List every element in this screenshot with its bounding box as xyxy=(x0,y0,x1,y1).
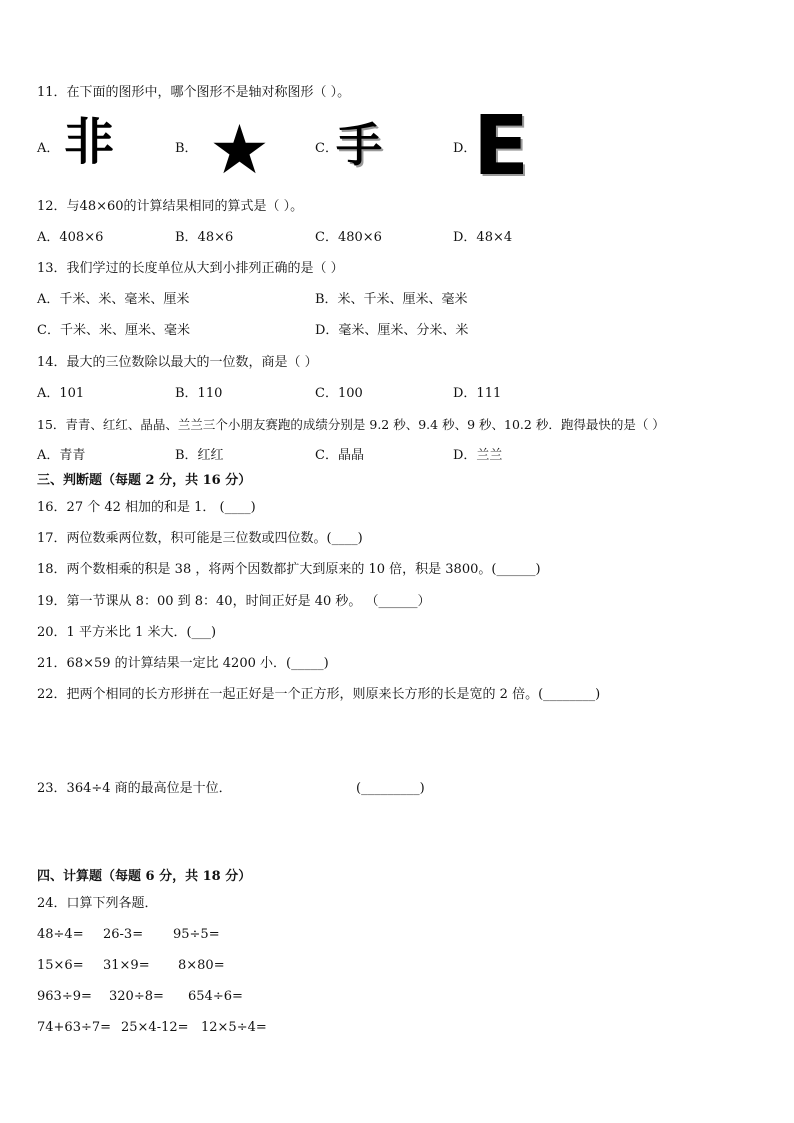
q11-stem: 11．在下面的图形中，哪个图形不是轴对称图形（ ）。 xyxy=(37,85,351,100)
section-calc-heading: 四、计算题（每题 6 分，共 18 分） xyxy=(37,869,252,884)
judge-item-20: 20．1 平方米比 1 米大．(___) xyxy=(37,625,217,640)
judge-item-23-blank: (_________) xyxy=(356,781,425,796)
q11-figure-b-star-icon: ★ xyxy=(209,111,270,190)
judge-item-19: 19．第一节课从 8：00 到 8：40，时间正好是 40 秒。 （______） xyxy=(37,594,431,609)
q11-figure-c-shou: 手 xyxy=(336,118,382,172)
judge-item-18: 18．两个数相乘的积是 38 ，将两个因数都扩大到原来的 10 倍，积是 3800。(______) xyxy=(37,562,541,577)
q13-option-b: B．米、千米、厘米、毫米 xyxy=(315,292,468,307)
q13-stem: 13．我们学过的长度单位从大到小排列正确的是（ ） xyxy=(37,261,344,276)
section-judge-heading: 三、判断题（每题 2 分，共 16 分） xyxy=(37,473,252,488)
q15-option-c: C．晶晶 xyxy=(315,448,364,463)
q14-stem: 14．最大的三位数除以最大的一位数，商是（ ） xyxy=(37,355,318,370)
q14-option-a: A．101 xyxy=(37,386,85,401)
q13-option-c: C．千米、米、厘米、毫米 xyxy=(37,323,190,338)
q11-option-a-label: A． xyxy=(37,141,60,156)
q11-figure-d-e: E xyxy=(473,99,530,194)
q12-option-b: B．48×6 xyxy=(175,230,234,245)
q14-option-b: B．110 xyxy=(175,386,223,401)
q11-option-d-label: D． xyxy=(453,141,477,156)
q24-stem: 24．口算下列各题． xyxy=(37,896,158,911)
q15-option-b: B．红红 xyxy=(175,448,224,463)
calc-item: 26-3= xyxy=(103,927,144,942)
q15-option-d: D．兰兰 xyxy=(453,448,503,463)
q13-option-a: A．千米、米、毫米、厘米 xyxy=(37,292,190,307)
calc-item: 15×6= xyxy=(37,958,84,973)
q15-stem: 15．青青、红红、晶晶、兰兰三个小朋友赛跑的成绩分别是 9.2 秒、9.4 秒、9 秒、10.2 秒．跑得最快的是（ ） xyxy=(37,417,665,432)
judge-item-16: 16．27 个 42 相加的和是 1． (____) xyxy=(37,500,256,515)
q14-option-d: D．111 xyxy=(453,386,502,401)
calc-item: 31×9= xyxy=(103,958,150,973)
calc-item: 963÷9= xyxy=(37,989,92,1004)
calc-item: 25×4-12= xyxy=(121,1020,189,1035)
q12-option-c: C．480×6 xyxy=(315,230,382,245)
q15-option-a: A．青青 xyxy=(37,448,86,463)
calc-item: 48÷4= xyxy=(37,927,84,942)
q11-option-b-label: B． xyxy=(175,141,198,156)
q11-option-c-label: C． xyxy=(315,141,338,156)
judge-item-17: 17．两位数乘两位数，积可能是三位数或四位数。(____) xyxy=(37,531,363,546)
judge-item-23: 23．364÷4 商的最高位是十位． xyxy=(37,781,232,796)
calc-item: 8×80= xyxy=(178,958,225,973)
q12-option-d: D．48×4 xyxy=(453,230,513,245)
calc-item: 12×5÷4= xyxy=(201,1020,267,1035)
q11-figure-a-fei: 非 xyxy=(64,113,114,171)
q13-option-d: D．毫米、厘米、分米、米 xyxy=(315,323,469,338)
calc-item: 74+63÷7= xyxy=(37,1020,112,1035)
calc-item: 654÷6= xyxy=(188,989,243,1004)
q12-option-a: A．408×6 xyxy=(37,230,104,245)
judge-item-21: 21．68×59 的计算结果一定比 4200 小．(_____) xyxy=(37,656,329,671)
q14-option-c: C．100 xyxy=(315,386,363,401)
judge-item-22: 22．把两个相同的长方形拼在一起正好是一个正方形，则原来长方形的长是宽的 2 倍。(________) xyxy=(37,687,601,702)
calc-item: 95÷5= xyxy=(173,927,220,942)
q12-stem: 12．与48×60的计算结果相同的算式是（ ）。 xyxy=(37,199,304,214)
calc-item: 320÷8= xyxy=(109,989,164,1004)
